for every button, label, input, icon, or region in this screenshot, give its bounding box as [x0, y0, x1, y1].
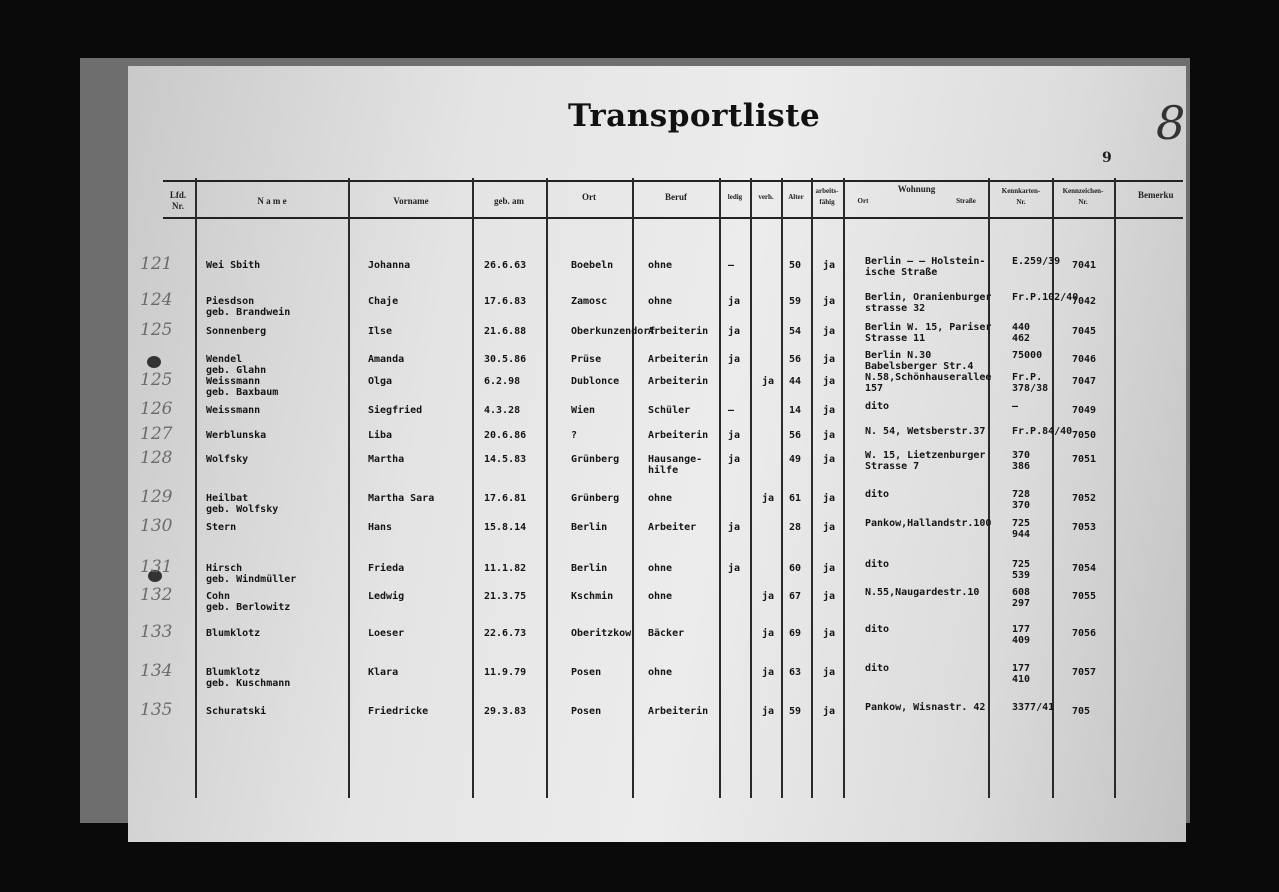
col-wohnung: Wohnung: [897, 184, 936, 194]
cell-geb-am: 29.3.83: [484, 706, 527, 717]
table-header-rule: [163, 217, 1183, 219]
cell-ledig: –: [728, 260, 735, 271]
cell-kennkarten-nr: Fr.P.84/40: [1012, 426, 1073, 437]
cell-vorname: Ledwig: [368, 591, 405, 602]
cell-vorname: Martha Sara: [368, 493, 435, 504]
cell-kennkarten-nr: 177 409: [1012, 624, 1031, 646]
cell-wohnung: dito: [865, 624, 890, 635]
column-divider: [472, 178, 474, 798]
cell-ledig: –: [728, 405, 735, 416]
cell-beruf: ohne: [648, 493, 673, 504]
col-name: N a m e: [257, 196, 287, 206]
cell-kennzeichen-nr: 7057: [1072, 667, 1097, 678]
row-number-handwritten: 126: [140, 399, 173, 419]
cell-vorname: Frieda: [368, 563, 405, 574]
cell-ledig: ja: [728, 563, 741, 574]
row-number-handwritten: 128: [140, 448, 173, 468]
cell-geb-am: 21.3.75: [484, 591, 527, 602]
cell-vorname: Hans: [368, 522, 393, 533]
cell-alter: 44: [789, 376, 802, 387]
cell-name: Schuratski: [206, 706, 267, 717]
cell-vorname: Olga: [368, 376, 393, 387]
cell-verh: ja: [762, 706, 775, 717]
cell-vorname: Klara: [368, 667, 399, 678]
cell-wohnung: dito: [865, 401, 890, 412]
cell-kennkarten-nr: 725 944: [1012, 518, 1031, 540]
cell-ort: ?: [571, 430, 578, 441]
cell-geb-am: 6.2.98: [484, 376, 521, 387]
cell-name: Blumklotz: [206, 628, 261, 639]
row-number-handwritten: 127: [140, 424, 173, 444]
cell-arbeitsfaehig: ja: [823, 405, 836, 416]
col-ort: Ort: [582, 192, 596, 202]
cell-ledig: ja: [728, 454, 741, 465]
cell-kennzeichen-nr: 705: [1072, 706, 1091, 717]
cell-kennkarten-nr: 75000: [1012, 350, 1043, 361]
cell-verh: ja: [762, 667, 775, 678]
cell-wohnung: Pankow, Wisnastr. 42: [865, 702, 986, 713]
col-verh: verh.: [758, 193, 774, 201]
cell-name: Hirsch geb. Windmüller: [206, 563, 297, 585]
cell-alter: 60: [789, 563, 802, 574]
cell-arbeitsfaehig: ja: [823, 591, 836, 602]
cell-kennkarten-nr: Fr.P.102/40: [1012, 292, 1079, 303]
cell-alter: 69: [789, 628, 802, 639]
row-number-handwritten: 124: [140, 290, 173, 310]
col-vorname: Vorname: [393, 196, 429, 206]
cell-geb-am: 21.6.88: [484, 326, 527, 337]
cell-kennkarten-nr: 3377/41: [1012, 702, 1055, 713]
cell-vorname: Ilse: [368, 326, 393, 337]
cell-beruf: Hausange- hilfe: [648, 454, 703, 476]
cell-kennzeichen-nr: 7050: [1072, 430, 1097, 441]
cell-geb-am: 17.6.83: [484, 296, 527, 307]
cell-wohnung: W. 15, Lietzenburger Strasse 7: [865, 450, 986, 472]
cell-beruf: Arbeiterin: [648, 430, 709, 441]
cell-ort: Zamosc: [571, 296, 608, 307]
cell-ort: Grünberg: [571, 454, 620, 465]
handwritten-mark: 8: [1156, 96, 1186, 150]
cell-vorname: Martha: [368, 454, 405, 465]
cell-geb-am: 17.6.81: [484, 493, 527, 504]
cell-name: Sonnenberg: [206, 326, 267, 337]
cell-arbeitsfaehig: ja: [823, 522, 836, 533]
cell-ort: Wien: [571, 405, 596, 416]
cell-kennzeichen-nr: 7051: [1072, 454, 1097, 465]
cell-wohnung: dito: [865, 489, 890, 500]
cell-arbeitsfaehig: ja: [823, 454, 836, 465]
cell-verh: ja: [762, 493, 775, 504]
cell-geb-am: 11.1.82: [484, 563, 527, 574]
cell-name: Weissmann: [206, 405, 261, 416]
row-number-handwritten: 131: [140, 557, 173, 577]
cell-beruf: Arbeiterin: [648, 326, 709, 337]
cell-geb-am: 22.6.73: [484, 628, 527, 639]
column-divider: [811, 178, 813, 798]
cell-alter: 54: [789, 326, 802, 337]
cell-kennkarten-nr: 725 539: [1012, 559, 1031, 581]
cell-geb-am: 26.6.63: [484, 260, 527, 271]
cell-vorname: Johanna: [368, 260, 411, 271]
cell-beruf: ohne: [648, 667, 673, 678]
cell-kennzeichen-nr: 7041: [1072, 260, 1097, 271]
cell-kennzeichen-nr: 7042: [1072, 296, 1097, 307]
column-divider: [546, 178, 548, 798]
cell-beruf: Arbeiter: [648, 522, 697, 533]
cell-kennzeichen-nr: 7056: [1072, 628, 1097, 639]
cell-vorname: Siegfried: [368, 405, 423, 416]
cell-beruf: Arbeiterin: [648, 376, 709, 387]
cell-beruf: Arbeiterin: [648, 354, 709, 365]
cell-geb-am: 20.6.86: [484, 430, 527, 441]
cell-geb-am: 4.3.28: [484, 405, 521, 416]
cell-alter: 56: [789, 354, 802, 365]
cell-beruf: ohne: [648, 260, 673, 271]
cell-arbeitsfaehig: ja: [823, 430, 836, 441]
row-number-handwritten: 129: [140, 487, 173, 507]
cell-wohnung: Berlin, Oranienburger strasse 32: [865, 292, 992, 314]
column-divider: [1114, 178, 1116, 798]
col-bemerkungen: Bemerku: [1138, 190, 1174, 200]
row-number-handwritten: 125: [140, 320, 173, 340]
col-beruf: Beruf: [665, 192, 687, 202]
row-number-handwritten: 132: [140, 585, 173, 605]
cell-verh: ja: [762, 591, 775, 602]
column-divider: [195, 178, 197, 798]
cell-arbeitsfaehig: ja: [823, 493, 836, 504]
cell-alter: 61: [789, 493, 802, 504]
cell-alter: 59: [789, 296, 802, 307]
cell-name: Heilbat geb. Wolfsky: [206, 493, 279, 515]
row-number-handwritten: 121: [140, 254, 173, 274]
cell-wohnung: N.55,Naugardestr.10: [865, 587, 980, 598]
cell-kennkarten-nr: E.259/39: [1012, 256, 1061, 267]
cell-arbeitsfaehig: ja: [823, 376, 836, 387]
row-number-handwritten: 125: [140, 370, 173, 390]
cell-name: Wendel geb. Glahn: [206, 354, 267, 376]
cell-kennkarten-nr: 440 462: [1012, 322, 1031, 344]
cell-kennzeichen-nr: 7052: [1072, 493, 1097, 504]
col-lfd-nr: Lfd. Nr.: [169, 190, 187, 211]
cell-wohnung: Berlin N.30 Babelsberger Str.4: [865, 350, 974, 372]
cell-wohnung: dito: [865, 663, 890, 674]
cell-wohnung: Berlin W. 15, Pariser Strasse 11: [865, 322, 992, 344]
cell-beruf: ohne: [648, 296, 673, 307]
cell-geb-am: 30.5.86: [484, 354, 527, 365]
cell-arbeitsfaehig: ja: [823, 354, 836, 365]
document-title: Transportliste: [568, 98, 821, 134]
cell-vorname: Friedricke: [368, 706, 429, 717]
cell-ort: Posen: [571, 706, 602, 717]
column-divider: [781, 178, 783, 798]
column-divider: [988, 178, 990, 798]
col-kennkarten-nr: Kennkarten- Nr.: [1001, 187, 1041, 206]
cell-kennzeichen-nr: 7046: [1072, 354, 1097, 365]
cell-kennkarten-nr: Fr.P. 378/38: [1012, 372, 1049, 394]
row-number-handwritten: 133: [140, 622, 173, 642]
cell-ledig: ja: [728, 354, 741, 365]
cell-ort: Oberkunzendorf: [571, 326, 656, 337]
cell-name: Cohn geb. Berlowitz: [206, 591, 291, 613]
page-number: 9: [1102, 150, 1112, 166]
cell-alter: 63: [789, 667, 802, 678]
cell-kennkarten-nr: 608 297: [1012, 587, 1031, 609]
cell-name: Blumklotz geb. Kuschmann: [206, 667, 291, 689]
cell-kennkarten-nr: 177 410: [1012, 663, 1031, 685]
cell-ort: Grünberg: [571, 493, 620, 504]
row-number-handwritten: 130: [140, 516, 173, 536]
cell-alter: 49: [789, 454, 802, 465]
col-arbeitsfaehig: arbeits- fähig: [815, 187, 839, 206]
cell-name: Werblunska: [206, 430, 267, 441]
cell-vorname: Loeser: [368, 628, 405, 639]
column-divider: [719, 178, 721, 798]
cell-ort: Posen: [571, 667, 602, 678]
cell-name: Piesdson geb. Brandwein: [206, 296, 291, 318]
cell-wohnung: Berlin – – Holstein- ische Straße: [865, 256, 986, 278]
cell-ort: Berlin: [571, 522, 608, 533]
cell-ledig: ja: [728, 296, 741, 307]
cell-kennzeichen-nr: 7054: [1072, 563, 1097, 574]
cell-alter: 14: [789, 405, 802, 416]
column-divider: [348, 178, 350, 798]
cell-name: Wei Sbith: [206, 260, 261, 271]
cell-beruf: Bäcker: [648, 628, 685, 639]
col-geb-am: geb. am: [494, 196, 524, 206]
cell-arbeitsfaehig: ja: [823, 628, 836, 639]
cell-kennkarten-nr: 370 386: [1012, 450, 1031, 472]
cell-arbeitsfaehig: ja: [823, 296, 836, 307]
cell-vorname: Liba: [368, 430, 393, 441]
cell-ort: Oberitzkow: [571, 628, 632, 639]
cell-ledig: ja: [728, 430, 741, 441]
column-divider: [632, 178, 634, 798]
cell-ort: Kschmin: [571, 591, 614, 602]
cell-wohnung: N. 54, Wetsberstr.37: [865, 426, 986, 437]
cell-alter: 28: [789, 522, 802, 533]
cell-alter: 56: [789, 430, 802, 441]
cell-arbeitsfaehig: ja: [823, 563, 836, 574]
cell-arbeitsfaehig: ja: [823, 260, 836, 271]
cell-kennkarten-nr: –: [1012, 401, 1019, 412]
cell-ort: Prüse: [571, 354, 602, 365]
cell-name: Weissmann geb. Baxbaum: [206, 376, 279, 398]
cell-ort: Dublonce: [571, 376, 620, 387]
cell-kennzeichen-nr: 7053: [1072, 522, 1097, 533]
cell-name: Stern: [206, 522, 237, 533]
row-number-handwritten: 134: [140, 661, 173, 681]
cell-ort: Boebeln: [571, 260, 614, 271]
cell-alter: 59: [789, 706, 802, 717]
cell-wohnung: dito: [865, 559, 890, 570]
cell-verh: ja: [762, 628, 775, 639]
cell-beruf: Schüler: [648, 405, 691, 416]
cell-ledig: ja: [728, 522, 741, 533]
cell-wohnung: N.58,Schönhauserallee 157: [865, 372, 992, 394]
cell-beruf: ohne: [648, 563, 673, 574]
cell-arbeitsfaehig: ja: [823, 326, 836, 337]
cell-wohnung: Pankow,Hallandstr.100: [865, 518, 992, 529]
cell-kennzeichen-nr: 7045: [1072, 326, 1097, 337]
cell-name: Wolfsky: [206, 454, 249, 465]
cell-geb-am: 15.8.14: [484, 522, 527, 533]
cell-ort: Berlin: [571, 563, 608, 574]
column-divider: [843, 178, 845, 798]
table-top-rule: [163, 180, 1183, 182]
cell-kennzeichen-nr: 7055: [1072, 591, 1097, 602]
col-wohnung-ort: Ort: [857, 197, 869, 205]
cell-beruf: Arbeiterin: [648, 706, 709, 717]
ink-blot: [147, 356, 161, 368]
cell-beruf: ohne: [648, 591, 673, 602]
cell-arbeitsfaehig: ja: [823, 706, 836, 717]
row-number-handwritten: 135: [140, 700, 173, 720]
cell-arbeitsfaehig: ja: [823, 667, 836, 678]
cell-geb-am: 14.5.83: [484, 454, 527, 465]
col-wohnung-strasse: Straße: [956, 197, 976, 205]
cell-vorname: Chaje: [368, 296, 399, 307]
cell-kennzeichen-nr: 7047: [1072, 376, 1097, 387]
col-kennzeichen-nr: Kennzeichen- Nr.: [1062, 187, 1104, 206]
col-ledig: ledig: [727, 193, 743, 201]
cell-verh: ja: [762, 376, 775, 387]
cell-kennkarten-nr: 728 370: [1012, 489, 1031, 511]
cell-vorname: Amanda: [368, 354, 405, 365]
cell-geb-am: 11.9.79: [484, 667, 527, 678]
cell-ledig: ja: [728, 326, 741, 337]
col-alter: Alter: [788, 193, 804, 201]
column-divider: [750, 178, 752, 798]
cell-kennzeichen-nr: 7049: [1072, 405, 1097, 416]
cell-alter: 50: [789, 260, 802, 271]
cell-alter: 67: [789, 591, 802, 602]
